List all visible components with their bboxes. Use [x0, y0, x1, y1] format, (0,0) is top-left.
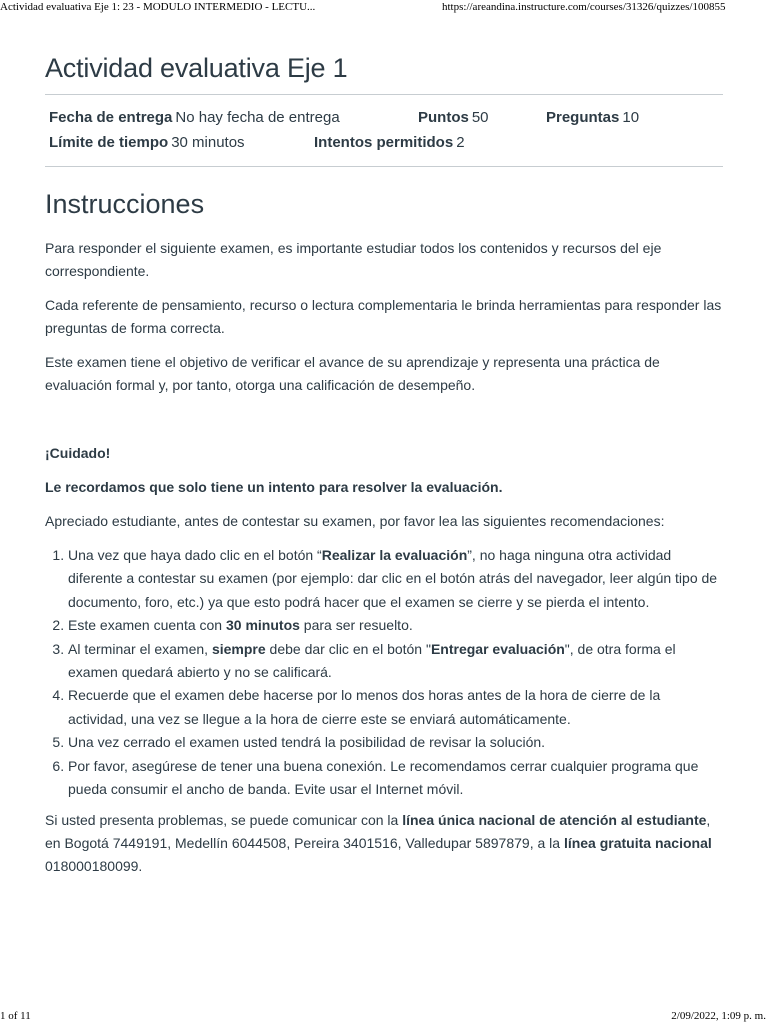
recommendation-emphasis: 30 minutos — [226, 617, 300, 634]
instructions-body — [45, 237, 723, 878]
points-value: 50 — [471, 109, 489, 126]
recommendation-text: para ser resuelto. — [299, 617, 413, 634]
instructions-paragraph: Para responder el siguiente examen, es importante estudiar todos los contenidos y recursos del eje correspondiente. — [45, 240, 662, 279]
questions-value: 10 — [622, 109, 640, 126]
quiz-content — [45, 50, 723, 889]
spacer — [45, 408, 723, 442]
recommendation-text: ", de otra forma el examen quedará abierto y no se calificará. — [68, 640, 676, 681]
recommendation-text: Al terminar el examen, — [68, 640, 212, 657]
instructions-paragraph: Este examen tiene el objetivo de verificar el avance de su aprendizaje y representa una práctica de evaluación formal y, por tanto, otorga una calificación de desempeño. — [45, 354, 660, 393]
instructions-paragraph: Cada referente de pensamiento, recurso o lectura complementaria le brinda herramientas para responder las preguntas de forma correcta. — [45, 297, 722, 336]
recommendation-text: ”, no haga ninguna otra actividad diferente a contestar su examen (por ejemplo: dar clic en el botón atrás del navegador, leer algún tipo de documento, foro, etc.) ya que esto podrá hacer que el examen se cierre y se pierda el intento. — [68, 547, 718, 610]
due-date-value: No hay fecha de entrega — [175, 109, 340, 126]
warning-text: Le recordamos que solo tiene un intento para resolver la evaluación. — [45, 479, 503, 495]
print-header — [0, 0, 768, 18]
recommendation-text: Por favor, asegúrese de tener una buena conexión. Le recomendamos cerrar cualquier programa que pueda consumir el ancho de banda. Evite usar el Internet móvil. — [68, 757, 699, 798]
time-limit-field — [49, 130, 245, 155]
contact-text: , en Bogotá 7449191, Medellín 6044508, Pereira 3401516, Valledupar 5897879, a la — [45, 812, 711, 852]
recommendation-text: Una vez cerrado el examen usted tendrá la posibilidad de revisar la solución. — [68, 734, 546, 751]
print-timestamp: 2/09/2022, 1:09 p. m. — [671, 1010, 766, 1022]
instructions-heading: Instrucciones — [45, 189, 205, 219]
recommendation-emphasis: Entregar evaluación — [430, 640, 565, 657]
contact-text: 018000180099. — [45, 858, 143, 875]
print-header-page-title: Actividad evaluativa Eje 1: 23 - MODULO INTERMEDIO - LECTU... — [0, 1, 316, 13]
questions-field — [546, 105, 639, 130]
recommendation-item — [68, 544, 723, 614]
recommendations-list — [45, 544, 723, 801]
recommendation-text: Recuerde que el examen debe hacerse por lo menos dos horas antes de la hora de cierre de la actividad, una vez se llegue a la hora de cierre este se enviará automáticamente. — [68, 687, 661, 727]
contact-text: Si usted presenta problemas, se puede comunicar con la — [45, 812, 403, 829]
print-header-url: https://areandina.instructure.com/courses/31326/quizzes/100855 — [442, 1, 726, 13]
recommendation-item — [68, 638, 723, 685]
due-date-field — [49, 105, 340, 130]
recommendation-emphasis: Realizar la evaluación — [321, 547, 468, 563]
recommendation-emphasis: siempre — [211, 640, 266, 657]
quiz-meta-row-1 — [49, 105, 723, 130]
recommendation-item — [68, 731, 723, 754]
page-counter: 1 of 11 — [0, 1010, 31, 1022]
attempts-label: Intentos permitidos — [314, 134, 454, 151]
recommendation-item — [68, 755, 723, 802]
points-field — [418, 105, 489, 130]
print-footer — [0, 1008, 768, 1024]
recommendations-intro: Apreciado estudiante, antes de contestar su examen, por favor lea las siguientes recomendaciones: — [45, 513, 665, 529]
recommendation-text: Una vez que haya dado clic en el botón “ — [68, 547, 322, 563]
quiz-title: Actividad evaluativa Eje 1 — [45, 53, 348, 83]
quiz-meta — [45, 94, 723, 167]
warning-title: ¡Cuidado! — [45, 445, 111, 461]
recommendation-item — [68, 614, 723, 637]
recommendation-text: Este examen cuenta con — [68, 617, 226, 634]
attempts-value: 2 — [456, 134, 465, 151]
recommendation-text: debe dar clic en el botón " — [265, 640, 431, 657]
points-label: Puntos — [418, 109, 469, 126]
time-limit-value: 30 minutos — [171, 134, 245, 151]
due-date-label: Fecha de entrega — [49, 109, 173, 126]
contact-free-line-name: línea gratuita nacional — [563, 835, 712, 852]
questions-label: Preguntas — [546, 109, 620, 126]
quiz-meta-row-2 — [49, 130, 723, 155]
time-limit-label: Límite de tiempo — [49, 134, 169, 151]
recommendation-item — [68, 684, 723, 731]
attempts-field — [314, 130, 465, 155]
contact-info — [45, 809, 723, 878]
contact-line-name: línea única nacional de atención al estudiante — [402, 812, 707, 829]
